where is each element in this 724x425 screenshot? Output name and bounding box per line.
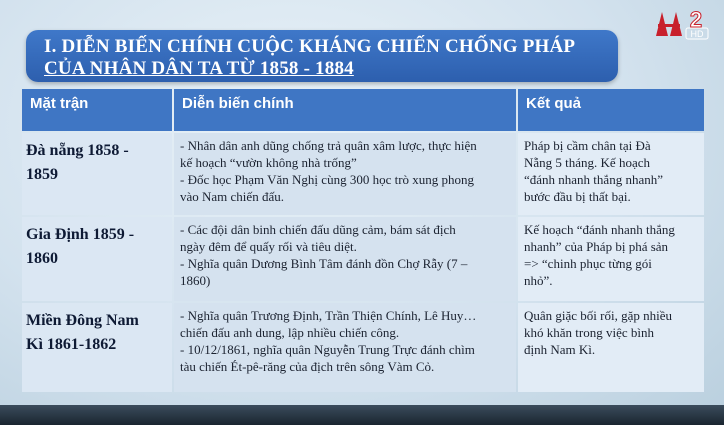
events-text: - 10/12/1861, nghĩa quân Nguyễn Trung Trực đánh chìm: [180, 342, 475, 357]
events-text: vào Nam chiến đấu.: [180, 189, 284, 204]
result-text: “đánh nhanh thắng nhanh”: [524, 172, 663, 187]
events-cell: [174, 217, 516, 301]
result-text: Nẵng 5 tháng. Kế hoạch: [524, 155, 650, 170]
result-text: Kế hoạch “đánh nhanh thắng: [524, 222, 675, 237]
slide-title-box: [26, 30, 618, 82]
slide-title-line-2: CỦA NHÂN DÂN TA TỪ 1858 - 1884: [44, 58, 354, 79]
table-row: [22, 217, 704, 301]
result-cell: [518, 217, 704, 301]
front-text: Đà nẵng 1858 -: [26, 142, 129, 159]
result-text: nhanh” của Pháp bị phá sản: [524, 239, 669, 254]
events-text: - Các đội dân binh chiến đấu dũng cảm, bám sát địch: [180, 222, 456, 237]
result-text: => “chinh phục từng gói: [524, 256, 652, 271]
history-table: [22, 89, 704, 392]
slide-title-line-1: I. DIỄN BIẾN CHÍNH CUỘC KHÁNG CHIẾN CHỐNG PHÁP: [44, 36, 576, 57]
front-cell: [22, 217, 172, 301]
front-cell: [22, 303, 172, 392]
front-cell: [22, 133, 172, 215]
events-text: kế hoạch “vườn không nhà trống”: [180, 155, 357, 170]
channel-logo: [652, 6, 718, 40]
result-text: nhỏ”.: [524, 273, 553, 288]
events-cell: [174, 303, 516, 392]
events-text: - Nghĩa quân Dương Bình Tâm đánh đồn Chợ Rẫy (7 –: [180, 256, 468, 271]
result-text: Pháp bị cầm chân tại Đà: [524, 138, 651, 153]
events-text: - Nhân dân anh dũng chống trả quân xâm lược, thực hiện: [180, 138, 477, 153]
result-cell: [518, 133, 704, 215]
result-text: Quân giặc bối rối, gặp nhiều: [524, 308, 673, 323]
screen-bezel: [0, 405, 724, 425]
front-text: Gia Định 1859 -: [26, 226, 135, 243]
result-text: định Nam Kì.: [524, 342, 596, 357]
result-cell: [518, 303, 704, 392]
table-row: [22, 133, 704, 215]
header-front: Mặt trận: [22, 89, 172, 131]
events-text: chiến đấu anh dung, lập nhiều chiến công.: [180, 325, 400, 340]
events-text: ngày đêm để quấy rối và tiêu diệt.: [180, 239, 357, 254]
channel-number: 2: [689, 7, 703, 32]
events-text: - Đốc học Phạm Văn Nghị cùng 300 học trò xung phong: [180, 172, 475, 187]
front-text: Miền Đông Nam: [26, 312, 139, 329]
front-text: 1860: [26, 250, 58, 267]
table-row: [22, 303, 704, 392]
events-cell: [174, 133, 516, 215]
front-text: 1859: [26, 166, 58, 183]
events-text: - Nghĩa quân Trương Định, Trần Thiện Chính, Lê Huy…: [180, 308, 477, 323]
header-result: Kết quả: [518, 89, 704, 131]
result-text: khó khăn trong việc bình: [524, 325, 654, 340]
result-text: bước đầu bị thất bại.: [524, 189, 631, 204]
front-text: Kì 1861-1862: [26, 336, 117, 353]
events-text: tàu chiến Ét-pê-răng của địch trên sông Vàm Cỏ.: [180, 359, 435, 374]
tower-icon: [656, 12, 682, 36]
header-events: Diễn biến chính: [174, 89, 516, 131]
events-text: 1860): [180, 273, 211, 288]
hd-label: HD: [690, 29, 704, 39]
